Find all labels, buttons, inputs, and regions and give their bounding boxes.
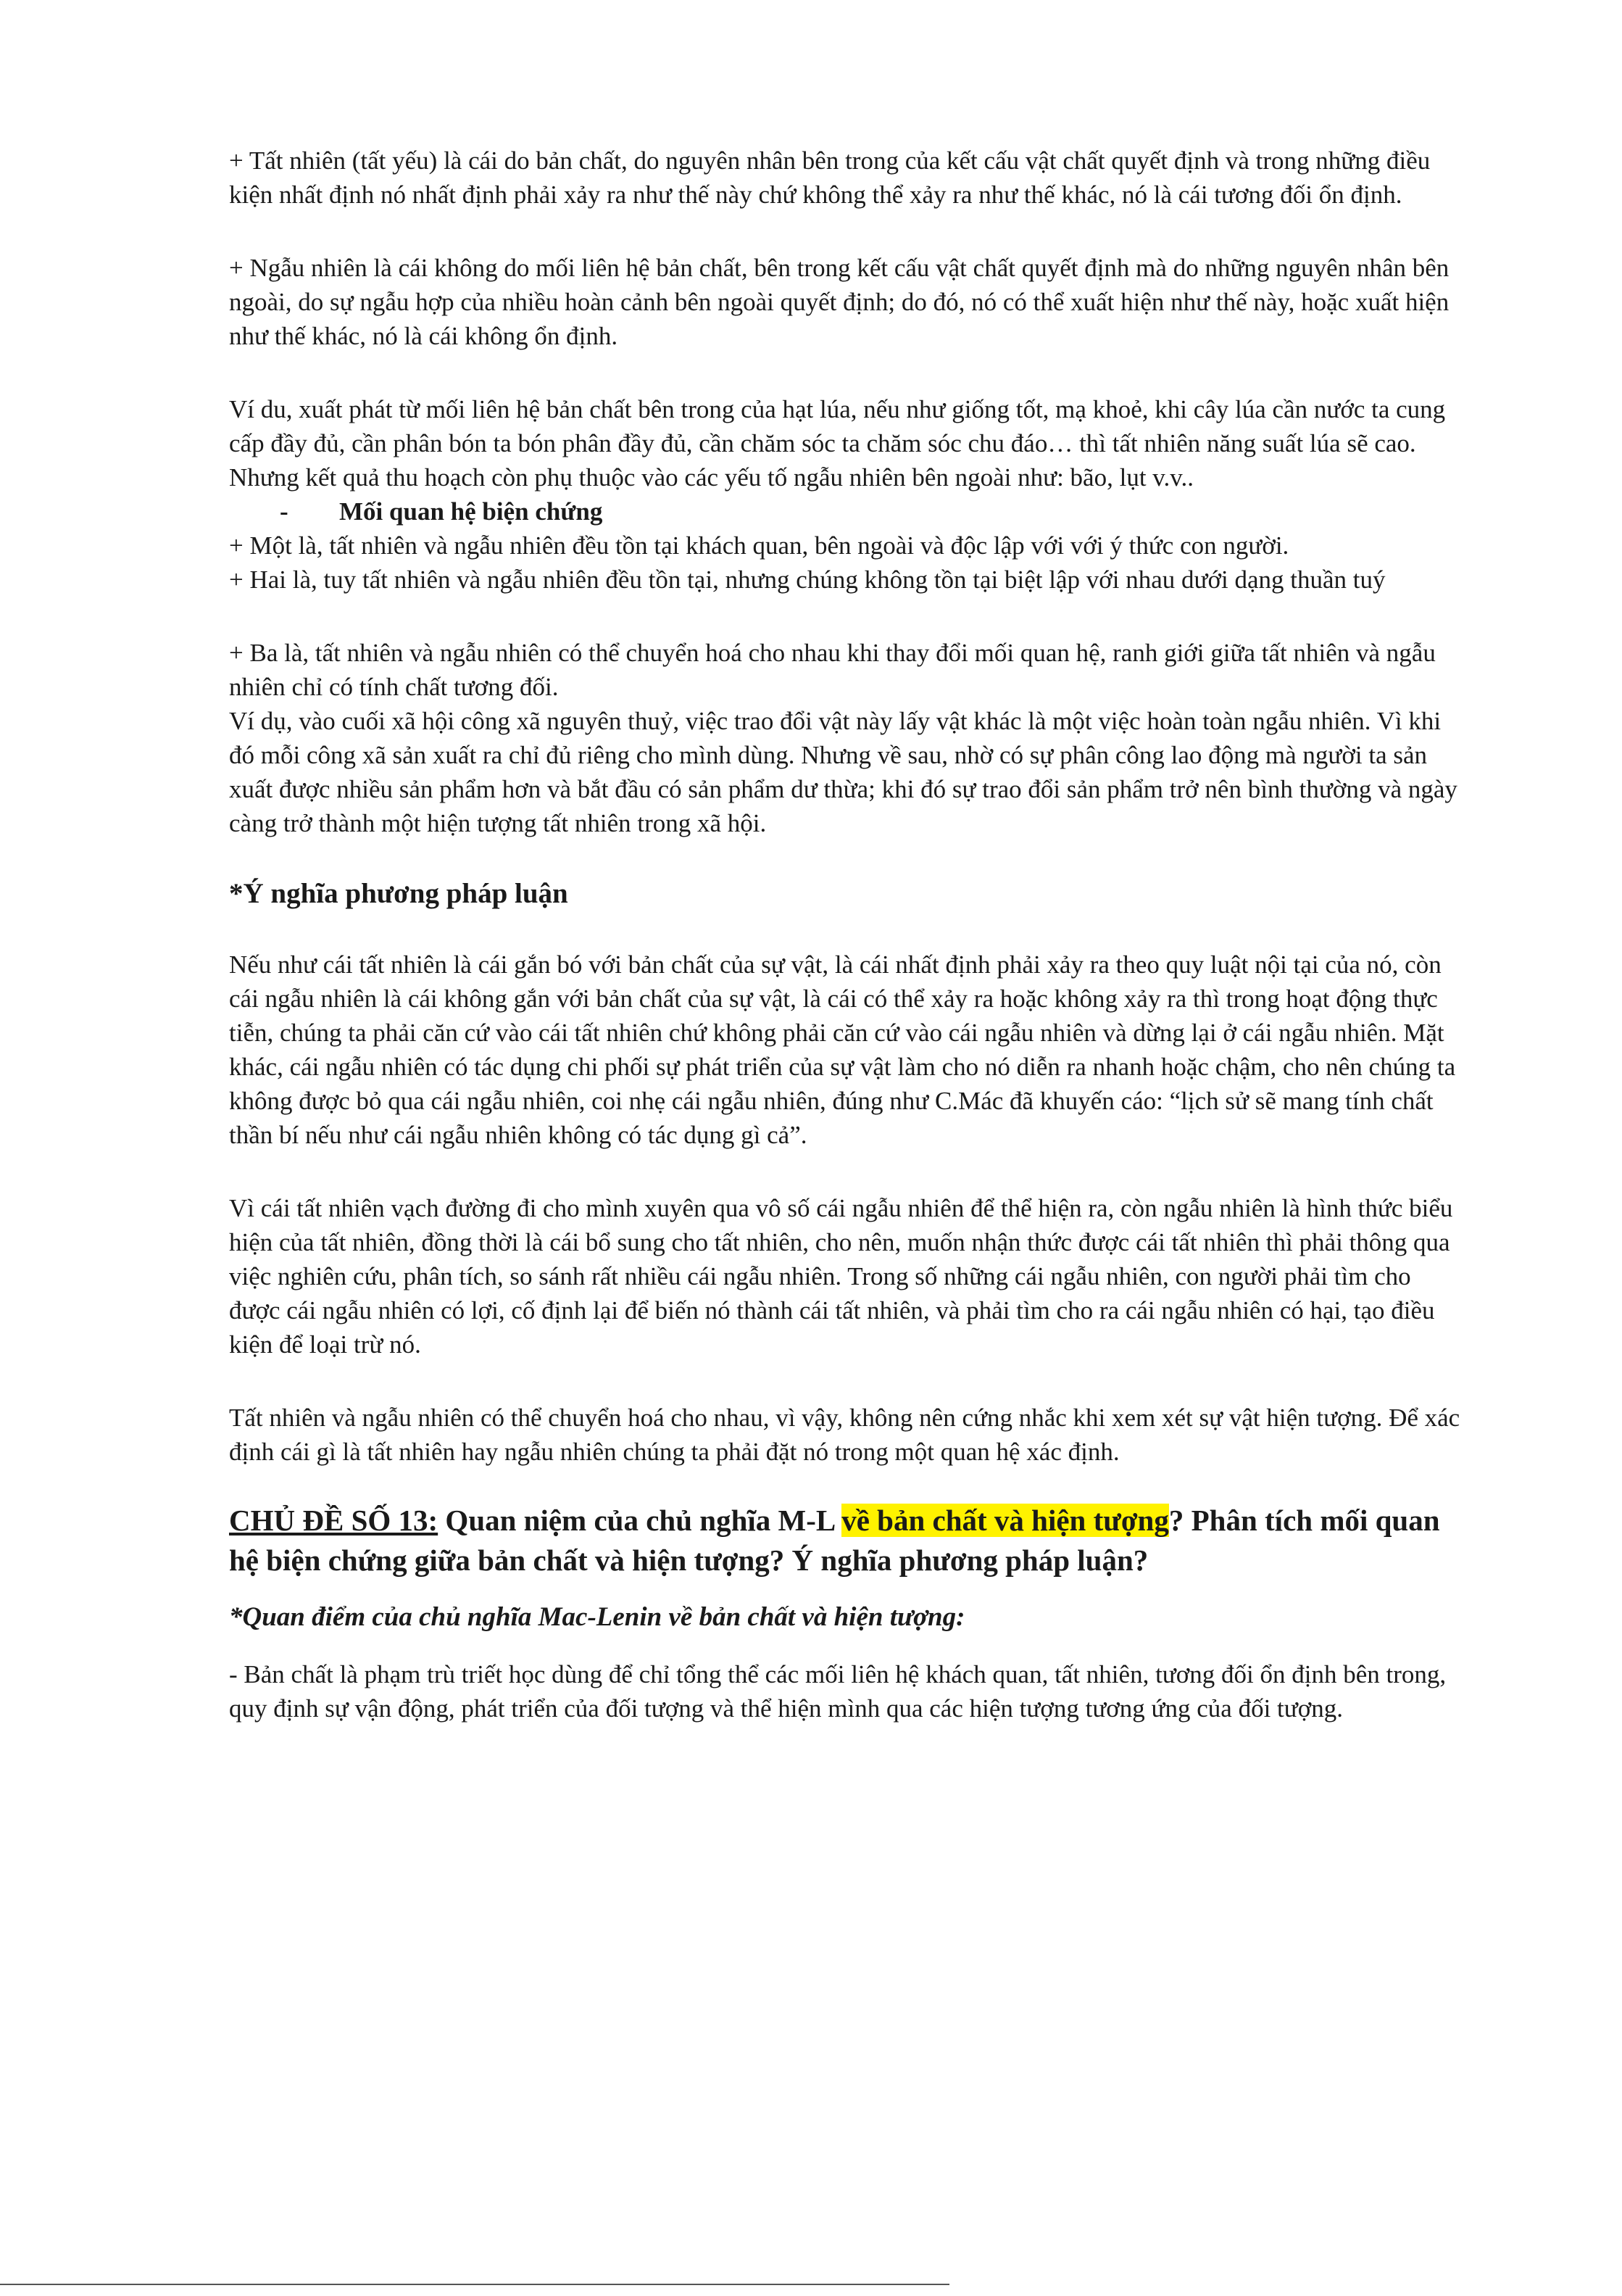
paragraph-methodology-3: Tất nhiên và ngẫu nhiên có thể chuyển hoá cho nhau, vì vậy, không nên cứng nhắc khi xem xét sự vật hiện tượng. Để xác định cái gì là tất nhiên hay ngẫu nhiên chúng ta phải đặt nó trong một quan hệ xác định. [229,1404,1460,1466]
paragraph-primitive-society-example: Ví dụ, vào cuối xã hội công xã nguyên thuỷ, việc trao đổi vật này lấy vật khác là một việc hoàn toàn ngẫu nhiên. Vì khi đó mỗi công xã sản xuất ra chỉ đủ riêng cho mình dùng. Nhưng về sau, nhờ có sự phân công lao động mà người ta sản xuất được nhiều sản phẩm hơn và bắt đầu có sản phẩm dư thừa; khi đó sự trao đổi sản phẩm trở nên bình thường và ngày càng trở thành một hiện tượng tất nhiên trong xã hội. [229,707,1457,837]
footer-divider [0,2284,949,2285]
topic-highlighted-text: về bản chất và hiện tượng [841,1504,1169,1537]
paragraph-point-one: + Một là, tất nhiên và ngẫu nhiên đều tồn tại khách quan, bên ngoài và độc lập với với ý thức con người. [229,531,1289,560]
topic-text-part1: Quan niệm của chủ nghĩa M-L [438,1504,842,1537]
paragraph-point-three: + Ba là, tất nhiên và ngẫu nhiên có thể chuyển hoá cho nhau khi thay đổi mối quan hệ, ranh giới giữa tất nhiên và ngẫu nhiên chỉ có tính chất tương đối. [229,639,1436,701]
paragraph-methodology-1: Nếu như cái tất nhiên là cái gắn bó với bản chất của sự vật, là cái nhất định phải xảy ra theo quy luật nội tại của nó, còn cái ngẫu nhiên là cái không gắn với bản chất của sự vật, là cái có thể xảy ra hoặc không xảy ra thì trong hoạt động thực tiễn, chúng ta phải căn cứ vào cái tất nhiên chứ không phải căn cứ vào cái ngẫu nhiên và dừng lại ở cái ngẫu nhiên. Mặt khác, cái ngẫu nhiên có tác dụng chi phối sự phát triển của sự vật làm cho nó diễn ra nhanh hoặc chậm, cho nên chúng ta không được bỏ qua cái ngẫu nhiên, coi nhẹ cái ngẫu nhiên, đúng như C.Mác đã khuyến cáo: “lịch sử sẽ mang tính chất thần bí nếu như cái ngẫu nhiên không có tác dụng gì cả”. [229,950,1456,1149]
paragraph-point-two: + Hai là, tuy tất nhiên và ngẫu nhiên đều tồn tại, nhưng chúng không tồn tại biệt lập với nhau dưới dạng thuần tuý [229,565,1386,594]
subheading-ml-view: *Quan điểm của chủ nghĩa Mac-Lenin về bản chất và hiện tượng: [229,1602,965,1632]
paragraph-essence-definition: - Bản chất là phạm trù triết học dùng để chỉ tổng thể các mối liên hệ khách quan, tất nhiên, tương đối ổn định bên trong, quy định sự vận động, phát triển của đối tượng và thể hiện mình qua các hiện tượng tương ứng của đối tượng. [229,1660,1447,1723]
bullet-heading-dialectical-relation [229,494,1461,529]
paragraph-ngau-nhien-definition: + Ngẫu nhiên là cái không do mối liên hệ bản chất, bên trong kết cấu vật chất quyết định mà do những nguyên nhân bên ngoài, do sự ngẫu hợp của nhiều hoàn cảnh bên ngoài quyết định; do đó, nó có thể xuất hiện như thế này, hoặc xuất hiện như thế khác, nó là cái không ổn định. [229,254,1450,350]
document-page [229,144,1461,1725]
paragraph-rice-example: Ví du, xuất phát từ mối liên hệ bản chất bên trong của hạt lúa, nếu như giống tốt, mạ khoẻ, khi cây lúa cần nước ta cung cấp đầy đủ, cần phân bón ta bón phân đầy đủ, cần chăm sóc ta chăm sóc chu đáo… thì tất nhiên năng suất lúa sẽ cao. Nhưng kết quả thu hoạch còn phụ thuộc vào các yếu tố ngẫu nhiên bên ngoài như: bão, lụt v.v.. [229,395,1446,492]
section-title-methodology: *Ý nghĩa phương pháp luận [229,878,568,909]
paragraph-tat-nhien-definition: + Tất nhiên (tất yếu) là cái do bản chất, do nguyên nhân bên trong của kết cấu vật chất quyết định và trong những điều kiện nhất định nó nhất định phải xảy ra như thế này chứ không thể xảy ra như thế khác, nó là cái tương đối ổn định. [229,146,1431,209]
bullet-dash: - [280,497,288,526]
topic-number-label: CHỦ ĐỀ SỐ 13: [229,1504,438,1537]
topic-text-part2: ? Phân tích mối quan hệ biện chứng giữa bản chất và hiện tượng? Ý nghĩa phương pháp luận? [229,1504,1440,1577]
bullet-heading-text: Mối quan hệ biện chứng [339,497,603,526]
paragraph-methodology-2: Vì cái tất nhiên vạch đường đi cho mình xuyên qua vô số cái ngẫu nhiên để thể hiện ra, còn ngẫu nhiên là hình thức biểu hiện của tất nhiên, đồng thời là cái bổ sung cho tất nhiên, cho nên, muốn nhận thức được cái tất nhiên thì phải thông qua việc nghiên cứu, phân tích, so sánh rất nhiều cái ngẫu nhiên. Trong số những cái ngẫu nhiên, con người phải tìm cho được cái ngẫu nhiên có lợi, cố định lại để biến nó thành cái tất nhiên, và phải tìm cho ra cái ngẫu nhiên có hại, tạo điều kiện để loại trừ nó. [229,1194,1453,1359]
topic-heading [229,1501,1461,1580]
